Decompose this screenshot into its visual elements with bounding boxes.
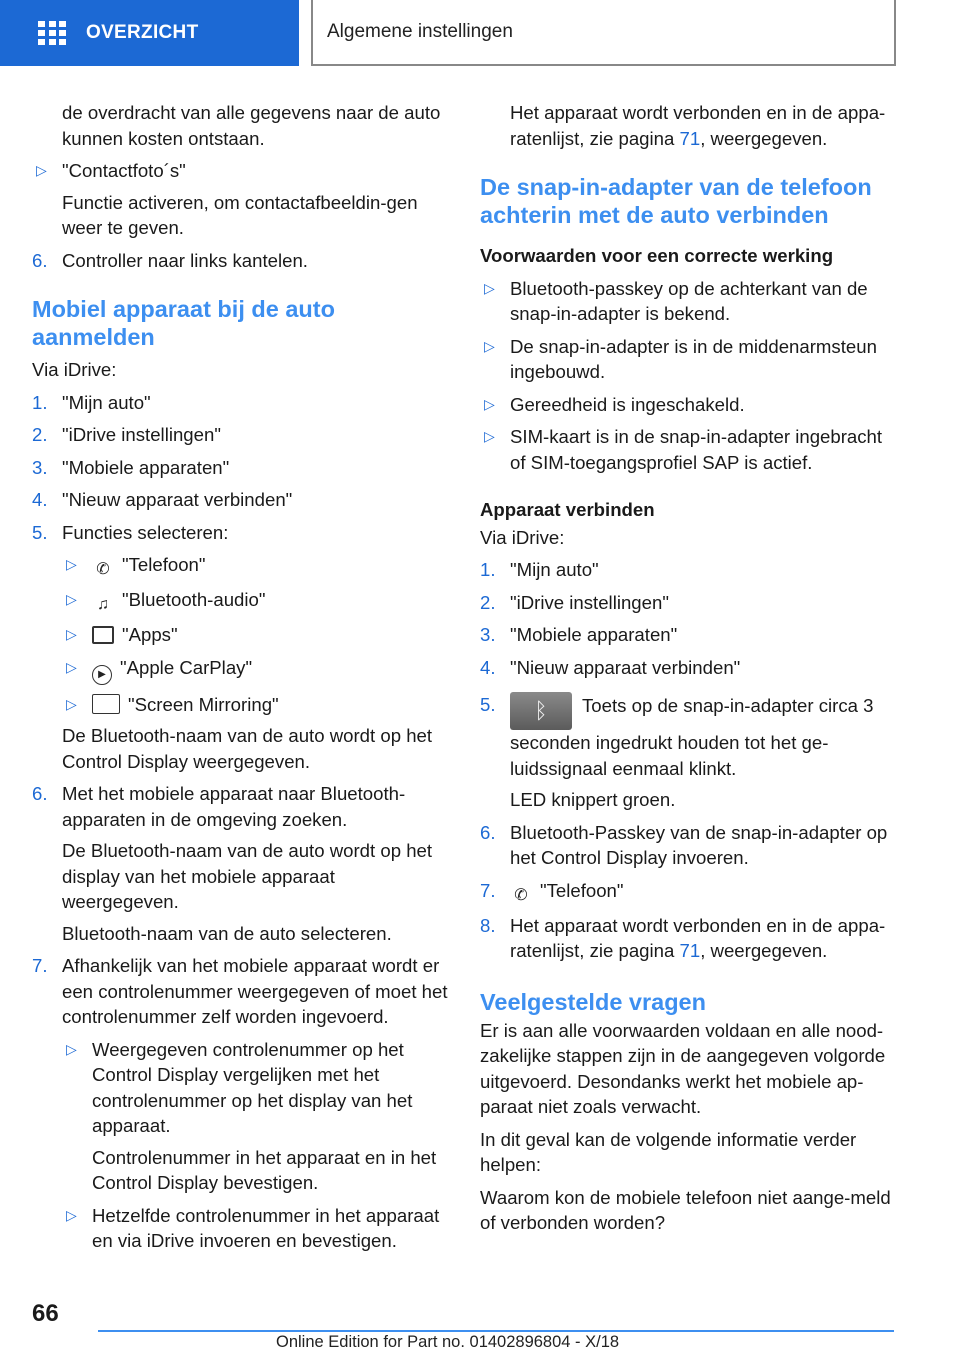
list-item [480,590,898,616]
list-item [480,276,898,327]
requirement-text: Gereedheid is ingeschakeld. [510,393,745,415]
note-text: Controlenummer in het apparaat en in het Control Display bevestigen. [92,1146,437,1193]
list-item [32,422,450,448]
section-title: Algemene instellingen [327,21,513,42]
step-number: 1. [480,559,496,580]
list-item [32,455,450,481]
bullet-triangle-icon: ▷ [66,556,77,572]
list-item [32,487,450,513]
sub-step-text: Weergegeven controlenummer op het Control Display vergelijken met het controlenummer op het display van het apparaat. [92,1038,413,1136]
section-heading: Veelgestelde vragen [480,988,706,1015]
steps-list [32,390,450,546]
step-text: "Mobiele apparaten" [510,624,678,645]
step-text: Het apparaat wordt verbonden en in de appa-ratenlijst, zie pagina [510,914,886,961]
list-item [92,1145,450,1196]
list-item [32,158,450,184]
function-label: "Bluetooth-audio" [122,589,266,610]
list-item [32,390,450,416]
function-label: "Telefoon" [122,554,206,575]
footer-edition: Online Edition for Part no. 01402896804 - X/18 [276,1333,620,1351]
step-text: "Mijn auto" [62,391,151,413]
list-item [480,692,898,781]
sub-step-text: Hetzelfde controlenummer in het apparaat en via iDrive invoeren en bevestigen. [92,1204,440,1251]
subsection-heading: Apparaat verbinden [480,499,655,520]
section-heading: Mobiel apparaat bij de auto aanmelden [32,296,335,350]
step-number: 2. [480,591,496,613]
step-number: 2. [32,424,48,445]
carplay-icon: ▶ [92,665,112,685]
faq-paragraph: Er is aan alle voorwaarden voldaan en alle nood-zakelijke stappen zijn in de aangegeven volgorde uitgevoerd. Desondanks werkt het mobiele ap-paraat niet zoals verwacht. [480,1019,886,1117]
list-item [62,100,450,151]
phone-icon: ✆ [96,561,110,578]
list-item [480,820,898,871]
list-item [32,520,450,546]
requirement-text: SIM-kaart is in de snap-in-adapter ingebracht of SIM-toegangsprofiel SAP is actief. [510,426,883,473]
step-number: 5. [32,521,48,543]
bullet-triangle-icon: ▷ [66,1040,77,1057]
list-item [480,424,898,475]
list-item [62,692,450,718]
list-item [62,1203,450,1254]
step-text: Afhankelijk van het mobiele apparaat wordt er een controlenummer weergegeven of moet het controlenummer zelf worden ingevoerd. [62,955,448,1027]
step-text: "Nieuw apparaat verbinden" [62,489,293,510]
apps-icon [92,626,114,644]
step-text: "Mijn auto" [510,559,599,580]
list-item [480,878,898,906]
intro-text: Het apparaat wordt verbonden en in de appa-ratenlijst, zie pagina [510,102,886,149]
list-item [62,622,450,648]
step-number: 7. [32,955,48,976]
list-item [510,100,898,151]
page-link[interactable]: 71 [679,127,701,149]
page-link[interactable]: 71 [679,940,701,961]
note-text: Bluetooth-naam van de auto selecteren. [62,922,392,944]
step-text: "Mobiele apparaten" [62,456,230,478]
step-number: 7. [480,879,496,901]
requirements-list [480,276,898,476]
bullet-triangle-icon: ▷ [484,337,495,354]
list-item [480,622,898,648]
bullet-triangle-icon: ▷ [66,591,77,607]
step-number: 5. [480,694,496,715]
step-text-end: , weergegeven. [700,940,828,961]
step-number: 4. [480,656,496,678]
list-item [32,838,450,915]
faq-paragraph: Waarom kon de mobiele telefoon niet aange-meld of verbonden worden? [480,1186,891,1233]
subsection-heading: Voorwaarden voor een correcte werking [480,245,834,266]
phone-icon: ✆ [514,886,528,904]
list-item [32,953,450,1030]
step-number: 3. [32,456,48,478]
function-label: "Apple CarPlay" [120,656,253,678]
bullet-triangle-icon: ▷ [66,658,77,675]
list-item [480,334,898,385]
requirement-text: Bluetooth-passkey op de achterkant van de snap-in-adapter is bekend. [510,277,868,324]
note-text: De Bluetooth-naam van de auto wordt op het Control Display weergegeven. [62,725,433,772]
intro-line: de overdracht van alle gegevens naar de auto kunnen kosten ontstaan. [62,102,441,149]
screen-mirroring-icon [92,694,120,714]
footer-divider [98,1330,894,1332]
step-text: "iDrive instellingen" [510,591,669,613]
section-title-tab[interactable] [311,0,896,66]
function-label: "Screen Mirroring" [128,693,279,715]
list-item [62,190,450,241]
list-item [480,913,898,964]
via-idrive: Via iDrive: [480,526,565,548]
step-text: "Telefoon" [540,879,624,901]
list-item [480,557,898,583]
overview-label: OVERZICHT [86,22,199,43]
list-item [32,723,450,774]
overview-tab[interactable] [0,0,299,66]
via-idrive: Via iDrive: [32,359,117,380]
bullet-triangle-icon: ▷ [484,395,495,412]
list-item [480,392,898,418]
list-item [480,787,898,813]
note-text: De Bluetooth-naam van de auto wordt op het display van het mobiele apparaat weergegeven. [62,840,433,912]
bullet-triangle-icon: ▷ [484,279,495,296]
step-text: "iDrive instellingen" [62,424,221,445]
left-column [32,100,450,1254]
step-number: 6. [32,783,48,804]
contact-photo-title: "Contactfoto´s" [62,160,186,181]
step-text: Bluetooth-Passkey van de snap-in-adapter op het Control Display invoeren. [510,821,888,868]
grid-menu-icon [38,21,66,45]
bullet-triangle-icon: ▷ [36,162,47,178]
step-text: Functies selecteren: [62,521,229,543]
bullet-triangle-icon: ▷ [66,626,77,642]
faq-paragraph: In dit geval kan de volgende informatie verder helpen: [480,1128,857,1175]
list-item [62,587,450,615]
top-bar [0,0,960,66]
step-text: Controller naar links kantelen. [62,249,308,271]
list-item [62,655,450,685]
bullet-triangle-icon: ▷ [66,1206,77,1223]
requirement-text: De snap-in-adapter is in de middenarmsteun ingebouwd. [510,335,877,382]
functions-list [62,552,450,717]
list-item [62,1037,450,1139]
bullet-triangle-icon: ▷ [66,695,77,712]
section-heading: De snap-in-adapter van de telefoon achterin met de auto verbinden [480,174,872,228]
step-number: 1. [32,391,48,413]
step-number: 3. [480,624,496,645]
music-note-icon: ♫ [97,596,109,613]
bluetooth-button-icon: ᛒ [510,692,572,730]
step-number: 6. [480,821,496,843]
step-number: 6. [32,249,48,271]
right-column [480,100,898,1236]
step-text: Toets op de snap-in-adapter circa 3 seconden ingedrukt houden tot het ge-luidssignaal eenmaal klinkt. [510,695,874,779]
list-item [62,552,450,580]
page-number: 66 [32,1300,59,1327]
contact-photo-desc: Functie activeren, om contactafbeeldin-gen weer te geven. [62,191,418,238]
intro-text-end: , weergegeven. [700,127,828,149]
list-item [480,655,898,681]
list-item [32,248,450,274]
list-item [32,781,450,832]
note-text: LED knippert groen. [510,789,676,810]
step-text: "Nieuw apparaat verbinden" [510,656,741,678]
step-number: 4. [32,489,48,510]
function-label: "Apps" [122,624,178,645]
steps-list [480,557,898,680]
step-text: Met het mobiele apparaat naar Bluetooth-apparaten in de omgeving zoeken. [62,783,406,830]
step-number: 8. [480,914,496,936]
list-item [32,921,450,947]
bullet-triangle-icon: ▷ [484,428,495,444]
